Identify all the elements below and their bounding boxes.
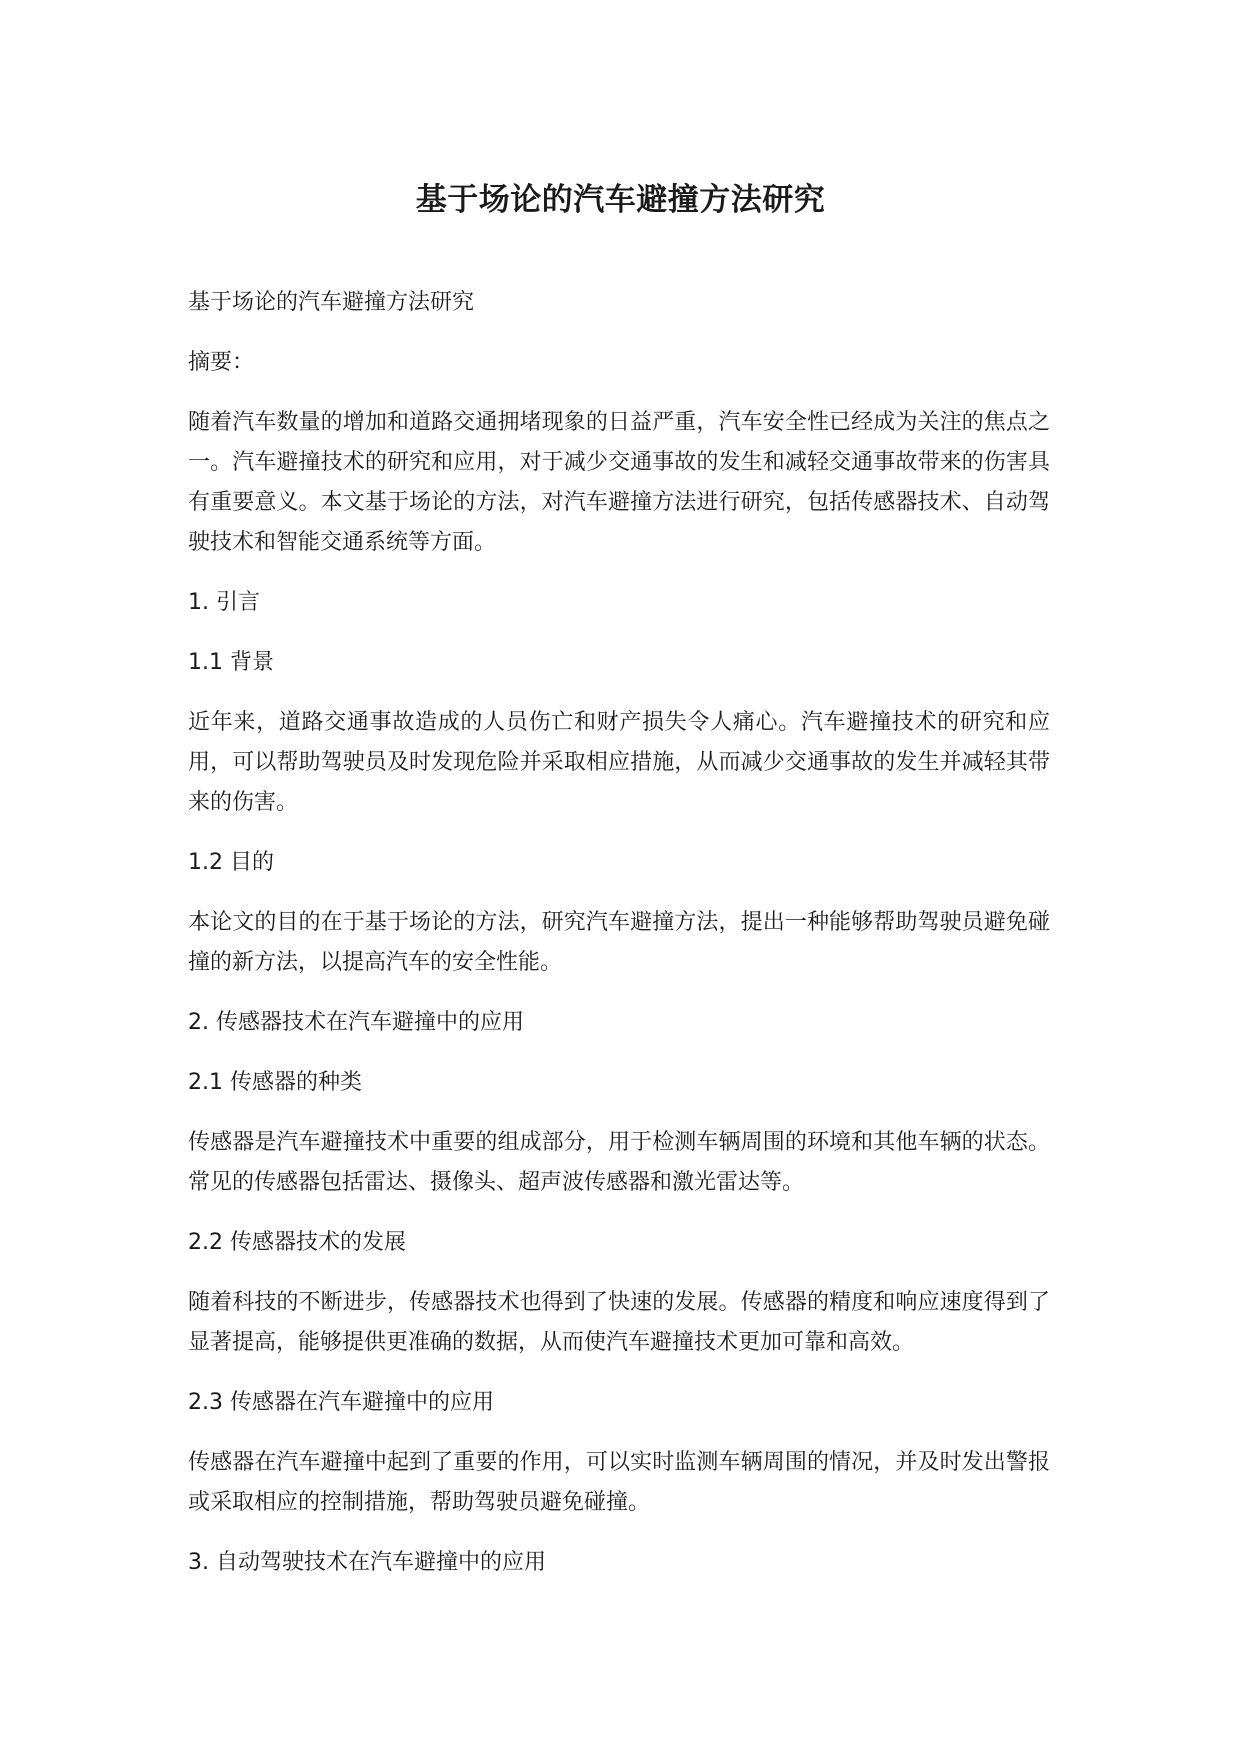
- subsection-heading-purpose: 1.2 目的: [188, 850, 274, 875]
- abstract-paragraph: 随着汽车数量的增加和道路交通拥堵现象的日益严重，汽车安全性已经成为关注的焦点之一。汽车避撞技术的研究和应用，对于减少交通事故的发生和减轻交通事故带来的伤害具有重要意义。本文基于场论的方法，对汽车避撞方法进行研究，包括传感器技术、自动驾驶技术和智能交通系统等方面。: [188, 410, 1050, 555]
- purpose-paragraph: 本论文的目的在于基于场论的方法，研究汽车避撞方法，提出一种能够帮助驾驶员避免碰撞的新方法，以提高汽车的安全性能。: [188, 910, 1050, 975]
- subsection-heading-sensor-types: 2.1 传感器的种类: [188, 1070, 362, 1095]
- document-body: [188, 283, 1050, 1603]
- section-heading-autonomous-driving: 3. 自动驾驶技术在汽车避撞中的应用: [188, 1550, 546, 1575]
- subtitle-line: 基于场论的汽车避撞方法研究: [188, 290, 475, 315]
- sensor-types-paragraph: 传感器是汽车避撞技术中重要的组成部分，用于检测车辆周围的环境和其他车辆的状态。常见的传感器包括雷达、摄像头、超声波传感器和激光雷达等。: [188, 1130, 1050, 1195]
- document-title: 基于场论的汽车避撞方法研究: [415, 182, 826, 218]
- abstract-heading: 摘要：: [188, 350, 255, 375]
- subsection-heading-sensor-application: 2.3 传感器在汽车避撞中的应用: [188, 1390, 494, 1415]
- subsection-heading-sensor-development: 2.2 传感器技术的发展: [188, 1230, 406, 1255]
- section-heading-sensors: 2. 传感器技术在汽车避撞中的应用: [188, 1010, 524, 1035]
- background-paragraph: 近年来，道路交通事故造成的人员伤亡和财产损失令人痛心。汽车避撞技术的研究和应用，可以帮助驾驶员及时发现危险并采取相应措施，从而减少交通事故的发生并减轻其带来的伤害。: [188, 710, 1050, 815]
- sensor-application-paragraph: 传感器在汽车避撞中起到了重要的作用，可以实时监测车辆周围的情况，并及时发出警报或采取相应的控制措施，帮助驾驶员避免碰撞。: [188, 1450, 1050, 1515]
- section-heading-introduction: 1. 引言: [188, 590, 260, 615]
- sensor-development-paragraph: 随着科技的不断进步，传感器技术也得到了快速的发展。传感器的精度和响应速度得到了显著提高，能够提供更准确的数据，从而使汽车避撞技术更加可靠和高效。: [188, 1290, 1050, 1355]
- subsection-heading-background: 1.1 背景: [188, 650, 274, 675]
